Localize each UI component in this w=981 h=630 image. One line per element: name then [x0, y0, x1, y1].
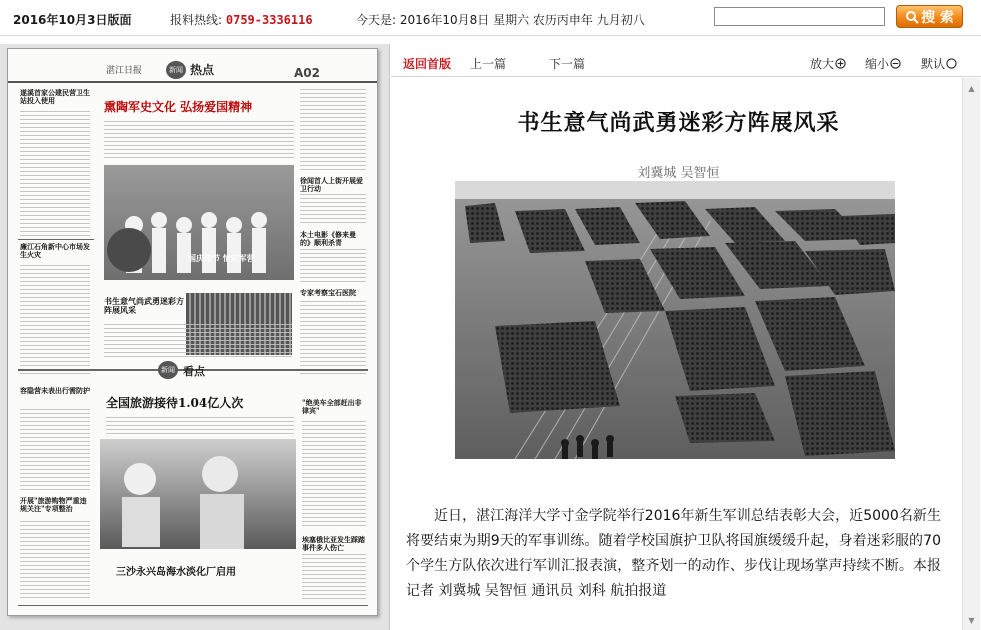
thumbnail-headline[interactable]: 全国旅游接待1.04亿人次	[106, 396, 244, 410]
thumbnail-section-title: 热点	[190, 63, 215, 77]
thumbnail-page-number: A02	[294, 66, 320, 80]
hotline-number: 0759-3336116	[225, 13, 313, 27]
thumbnail-headline[interactable]: 本土电影《修来曼的》顺利杀青	[300, 230, 356, 248]
thumbnail-masthead	[8, 61, 377, 83]
zoom-reset-label: 默认	[921, 57, 946, 71]
thumbnail-headline-current[interactable]: 书生意气尚武勇迷彩方阵展风采	[104, 296, 184, 316]
next-article-link[interactable]: 下一篇	[549, 57, 586, 71]
minus-circle-icon	[890, 58, 901, 69]
thumbnail-headline[interactable]: 埃塞俄比亚发生踩踏事件多人伤亡	[302, 535, 365, 553]
search-button[interactable]	[896, 5, 963, 28]
circle-icon	[946, 58, 957, 69]
scroll-up-arrow-icon[interactable]: ▲	[968, 83, 975, 93]
article-nav-bar	[391, 44, 981, 77]
newspaper-panel	[0, 44, 390, 630]
today-date-text: 今天是: 2016年10月8日 星期六 农历丙申年 九月初八	[356, 13, 645, 27]
search-input[interactable]	[714, 7, 885, 26]
thumbnail-headline[interactable]: 三沙永兴岛海水淡化厂启用	[116, 567, 236, 578]
zoom-out-label: 缩小	[865, 57, 890, 71]
article-byline: 刘冀城 吴智恒	[637, 166, 720, 181]
thumbnail-headline[interactable]: "绝美车全部赶出非律宾"	[302, 398, 362, 416]
article-body: 近日，湛江海洋大学寸金学院举行2016年新生军训总结表彰大会，近5000名新生将要结束为期9天的军事训练。随着学校国旗护卫队将国旗缓缓升起，身着迷彩服的70个学生方队依次进行军训汇报表演，整齐划一的动作、步伐让现场掌声持续不断。本报记者 刘冀城 吴智恒 通讯员 刘科 航拍报道	[406, 508, 941, 599]
newspaper-page-thumbnail[interactable]	[7, 48, 378, 616]
thumbnail-headline-lead[interactable]: 熏陶军史文化 弘扬爱国精神	[104, 100, 253, 114]
thumbnail-headline[interactable]: 专家考察宝石医院	[300, 288, 356, 297]
plus-circle-icon	[835, 58, 846, 69]
article-photo	[455, 181, 895, 459]
thumbnail-headline[interactable]: 遂溪首家公建民营卫生站投入使用	[20, 88, 90, 106]
thumbnail-headline[interactable]: 开展"旅游购物严重违规关注"专项整治	[20, 496, 87, 514]
thumbnail-headline[interactable]: 徐闻首人上街开展爱卫行动	[300, 176, 363, 194]
military-parade-aerial-photo	[455, 181, 895, 459]
prev-article-link[interactable]: 上一篇	[470, 57, 507, 71]
thumbnail-photo-caption[interactable]: 国庆佳节 情定军营	[188, 253, 255, 263]
thumbnail-photo-2	[100, 439, 296, 549]
zoom-out-button[interactable]	[865, 55, 901, 72]
back-to-front-page-link[interactable]: 返回首版	[403, 57, 452, 71]
search-button-label: 搜 索	[921, 9, 954, 26]
zoom-reset-button[interactable]	[921, 55, 957, 72]
edition-date: 2016年10月3日版面	[13, 13, 132, 27]
thumbnail-headline[interactable]: 容隐营未表出行需防护	[20, 386, 90, 395]
thumbnail-section-badge: 新闻	[166, 61, 186, 79]
zoom-in-button[interactable]	[810, 55, 846, 72]
zoom-in-label: 放大	[810, 57, 835, 71]
thumbnail-section-badge-2: 新闻	[158, 361, 178, 379]
article-title: 书生意气尚武勇迷彩方阵展风采	[517, 110, 840, 136]
hotline-label: 报料热线:	[170, 13, 223, 27]
article-scrollbar[interactable]	[962, 78, 980, 630]
thumbnail-section-title-2: 看点	[183, 365, 205, 378]
top-bar	[0, 0, 981, 36]
thumbnail-headline[interactable]: 廉江石角新中心市场发生火灾	[20, 242, 90, 260]
scroll-down-arrow-icon[interactable]: ▼	[968, 615, 975, 625]
hotline	[170, 11, 313, 28]
thumbnail-logo: 湛江日报	[106, 66, 143, 76]
article-reader	[391, 44, 981, 630]
search-icon	[905, 10, 919, 24]
